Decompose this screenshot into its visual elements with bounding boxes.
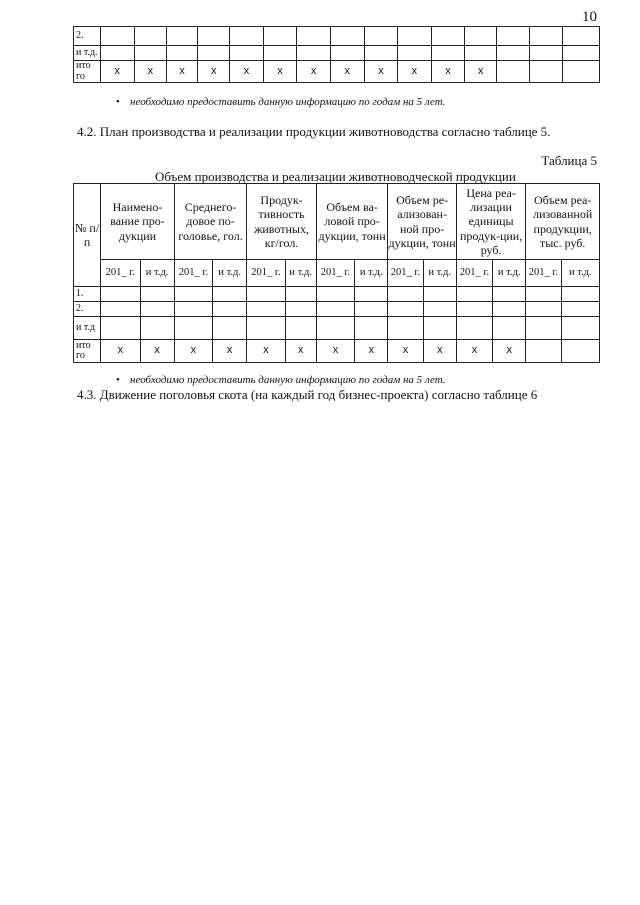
table-cell (423, 287, 456, 302)
table-cell (561, 317, 599, 340)
table-cell (174, 287, 212, 302)
subheader-etc: и т.д. (423, 260, 456, 287)
table-cell: х (247, 340, 285, 363)
row-label: 2. (74, 27, 101, 46)
table-cell (140, 302, 174, 317)
subheader-etc: и т.д. (213, 260, 247, 287)
table-cell (398, 46, 432, 61)
table-4-continuation (73, 26, 600, 83)
subheader-etc: и т.д. (561, 260, 599, 287)
table-5-header-row (74, 184, 600, 260)
table-cell (174, 302, 212, 317)
table-cell (355, 287, 388, 302)
table-cell (562, 27, 599, 46)
table-cell (330, 46, 364, 61)
table-cell: х (213, 340, 247, 363)
table-cell (355, 302, 388, 317)
table-cell (198, 46, 230, 61)
note-text: необходимо предоставить данную информацию по годам на 5 лет. (130, 374, 446, 386)
table-cell (423, 302, 456, 317)
table-cell: х (230, 61, 264, 83)
table-cell (297, 46, 331, 61)
table-cell (101, 317, 140, 340)
note-years-1 (116, 96, 446, 108)
table-cell: х (316, 340, 354, 363)
table-cell (213, 287, 247, 302)
table-cell (496, 27, 529, 46)
subheader-year: 201_ г. (456, 260, 492, 287)
table-cell (285, 302, 316, 317)
table-row (74, 317, 600, 340)
subheader-etc: и т.д. (355, 260, 388, 287)
table-cell (493, 317, 526, 340)
table-cell (316, 317, 354, 340)
table-row (74, 27, 600, 46)
table-cell (316, 287, 354, 302)
table-cell (526, 287, 561, 302)
note-years-2 (116, 374, 446, 386)
table-cell (213, 317, 247, 340)
table-5-label: Таблица 5 (541, 153, 597, 168)
header-productivity: Продук-тивность животных, кг/гол. (247, 184, 317, 260)
header-sales-value: Объем реа-лизованной продукции, тыс. руб. (526, 184, 600, 260)
table-cell: х (135, 61, 167, 83)
subheader-etc: и т.д. (140, 260, 174, 287)
header-gross-output: Объем ва-ловой про-дукции, тонн (316, 184, 388, 260)
table-cell: х (285, 340, 316, 363)
table-cell (101, 287, 140, 302)
table-cell: х (423, 340, 456, 363)
table-cell (230, 27, 264, 46)
row-label: 2. (74, 302, 101, 317)
table-cell (174, 317, 212, 340)
subheader-year: 201_ г. (316, 260, 354, 287)
table-cell (530, 46, 562, 61)
table-cell (493, 302, 526, 317)
table-cell (465, 46, 497, 61)
table-cell (140, 317, 174, 340)
table-cell: х (388, 340, 423, 363)
table-cell (388, 302, 423, 317)
table-cell (263, 27, 297, 46)
table-cell (100, 46, 135, 61)
table-row (74, 287, 600, 302)
subheader-year: 201_ г. (526, 260, 561, 287)
table-cell (285, 287, 316, 302)
table-cell (166, 46, 198, 61)
table-cell (456, 287, 492, 302)
table-cell (285, 317, 316, 340)
table-cell (135, 27, 167, 46)
table-row (74, 302, 600, 317)
table-cell (423, 317, 456, 340)
table-cell (496, 46, 529, 61)
table-cell (355, 317, 388, 340)
page-number: 10 (582, 9, 597, 25)
subheader-year: 201_ г. (174, 260, 212, 287)
table-cell (431, 27, 465, 46)
table-cell (456, 317, 492, 340)
table-row (74, 61, 600, 83)
table-cell (530, 61, 562, 83)
table-cell: х (198, 61, 230, 83)
section-4-2-heading: 4.2. План производства и реализации продукции животноводства согласно таблице 5. (77, 124, 551, 139)
table-cell: х (398, 61, 432, 83)
table-cell: х (166, 61, 198, 83)
table-cell (364, 46, 398, 61)
subheader-year: 201_ г. (101, 260, 140, 287)
table-cell (263, 46, 297, 61)
num-header: № п/п (74, 184, 101, 287)
note-text: необходимо предоставить данную информацию по годам на 5 лет. (130, 96, 446, 108)
table-cell: х (263, 61, 297, 83)
table-5-subheader-row (74, 260, 600, 287)
subheader-year: 201_ г. (247, 260, 285, 287)
table-cell (230, 46, 264, 61)
section-4-3-heading: 4.3. Движение поголовья скота (на каждый год бизнес-проекта) согласно таблице 6 (77, 387, 538, 402)
table-cell (316, 302, 354, 317)
table-cell: х (456, 340, 492, 363)
table-cell (493, 287, 526, 302)
row-label: и т.д (74, 317, 101, 340)
table-cell (198, 27, 230, 46)
header-avg-livestock: Среднего-довое по-головье, гол. (174, 184, 247, 260)
table-cell (247, 287, 285, 302)
table-5-title: Объем производства и реализации животноводческой продукции (155, 169, 516, 184)
header-sold-output: Объем ре-ализован-ной про-дукции, тонн (388, 184, 457, 260)
table-cell (247, 317, 285, 340)
table-cell (561, 302, 599, 317)
table-cell (562, 46, 599, 61)
table-cell: х (465, 61, 497, 83)
table-cell (388, 317, 423, 340)
table-cell: х (100, 61, 135, 83)
table-cell: х (174, 340, 212, 363)
table-cell: х (330, 61, 364, 83)
row-label: ито го (74, 340, 101, 363)
table-cell (398, 27, 432, 46)
bullet-icon: • (116, 374, 120, 386)
table-cell (213, 302, 247, 317)
header-unit-price: Цена реа-лизации единицы продук-ции, руб. (456, 184, 526, 260)
row-label: 1. (74, 287, 101, 302)
subheader-etc: и т.д. (285, 260, 316, 287)
table-cell (526, 302, 561, 317)
header-product-name: Наимено-вание про-дукции (101, 184, 175, 260)
table-cell (562, 61, 599, 83)
table-cell (530, 27, 562, 46)
table-row (74, 340, 600, 363)
table-cell (526, 340, 561, 363)
table-cell (364, 27, 398, 46)
table-cell (526, 317, 561, 340)
table-cell: х (493, 340, 526, 363)
table-row (74, 46, 600, 61)
table-cell (330, 27, 364, 46)
table-cell: х (297, 61, 331, 83)
table-cell (456, 302, 492, 317)
row-label: и т.д. (74, 46, 101, 61)
row-label: ито го (74, 61, 101, 83)
table-cell: х (364, 61, 398, 83)
table-cell: х (355, 340, 388, 363)
table-cell (140, 287, 174, 302)
table-cell (431, 46, 465, 61)
table-cell: х (431, 61, 465, 83)
subheader-year: 201_ г. (388, 260, 423, 287)
table-cell (135, 46, 167, 61)
bullet-icon: • (116, 96, 120, 108)
table-cell: х (140, 340, 174, 363)
table-cell (561, 287, 599, 302)
table-cell (101, 302, 140, 317)
table-cell (388, 287, 423, 302)
table-cell (465, 27, 497, 46)
table-cell (100, 27, 135, 46)
table-cell (561, 340, 599, 363)
table-cell (166, 27, 198, 46)
table-cell: х (101, 340, 140, 363)
table-cell (247, 302, 285, 317)
subheader-etc: и т.д. (493, 260, 526, 287)
table-cell (297, 27, 331, 46)
table-5 (73, 183, 600, 363)
table-cell (496, 61, 529, 83)
